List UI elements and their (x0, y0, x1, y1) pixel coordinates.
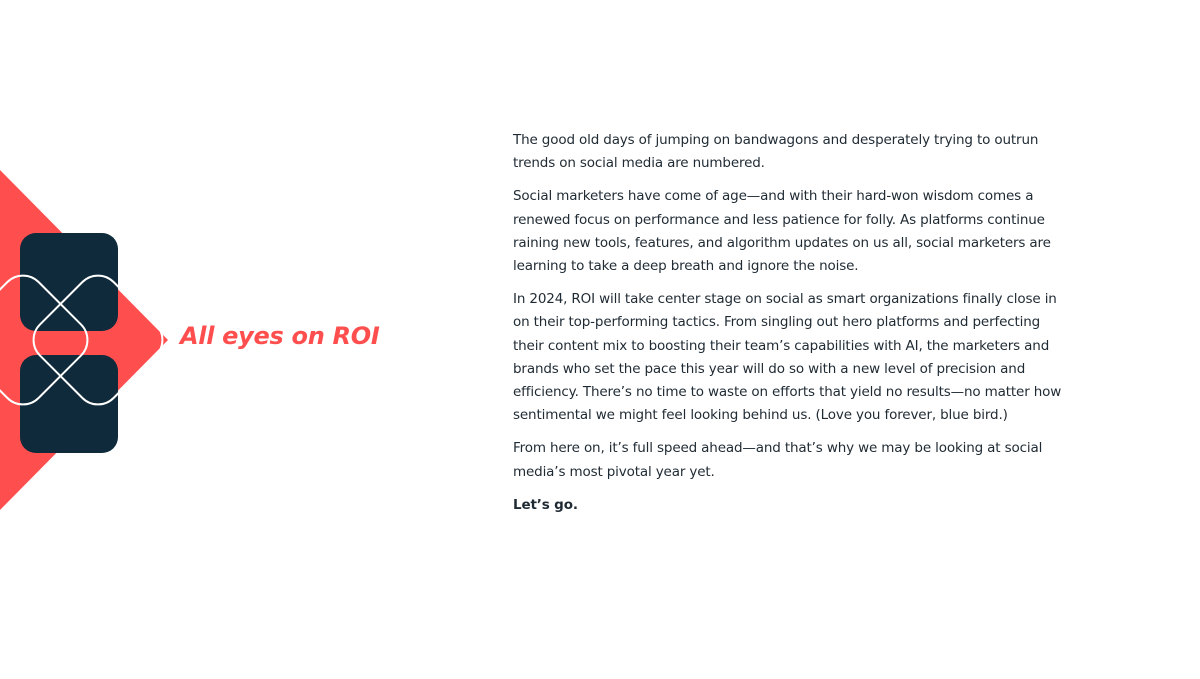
paragraph-social-marketers: Social marketers have come of age—and with their hard-won wisdom comes a renewed focus on performance and less patience for folly. As platforms continue raining new tools, features, and algorithm updates on us all, social marketers are learning to take a deep breath and ignore the noise. (513, 188, 1051, 275)
decorative-graphic (0, 160, 180, 520)
headline: All eyes on ROI (180, 322, 380, 350)
red-arrow-shape (0, 170, 168, 510)
navy-block-top (20, 233, 118, 331)
paragraph-intro: The good old days of jumping on bandwagons and desperately trying to outrun trends on social media are numbered. (513, 132, 1039, 172)
paragraph-full-speed: From here on, it’s full speed ahead—and that’s why we may be looking at social media’s most pivotal year yet. (513, 440, 1043, 480)
body-copy (513, 129, 1063, 527)
signoff: Let’s go. (513, 496, 578, 513)
paragraph-roi-2024: In 2024, ROI will take center stage on social as smart organizations finally close in on their top-performing tactics. From singling out hero platforms and perfecting their content mix to boosting their team’s capabilities with AI, the marketers and brands who set the pace this year will do so with a new level of precision and efficiency. There’s no time to waste on efforts that yield no results—no matter how sentimental we might feel looking behind us. (Love you forever, blue bird.) (513, 291, 1062, 424)
